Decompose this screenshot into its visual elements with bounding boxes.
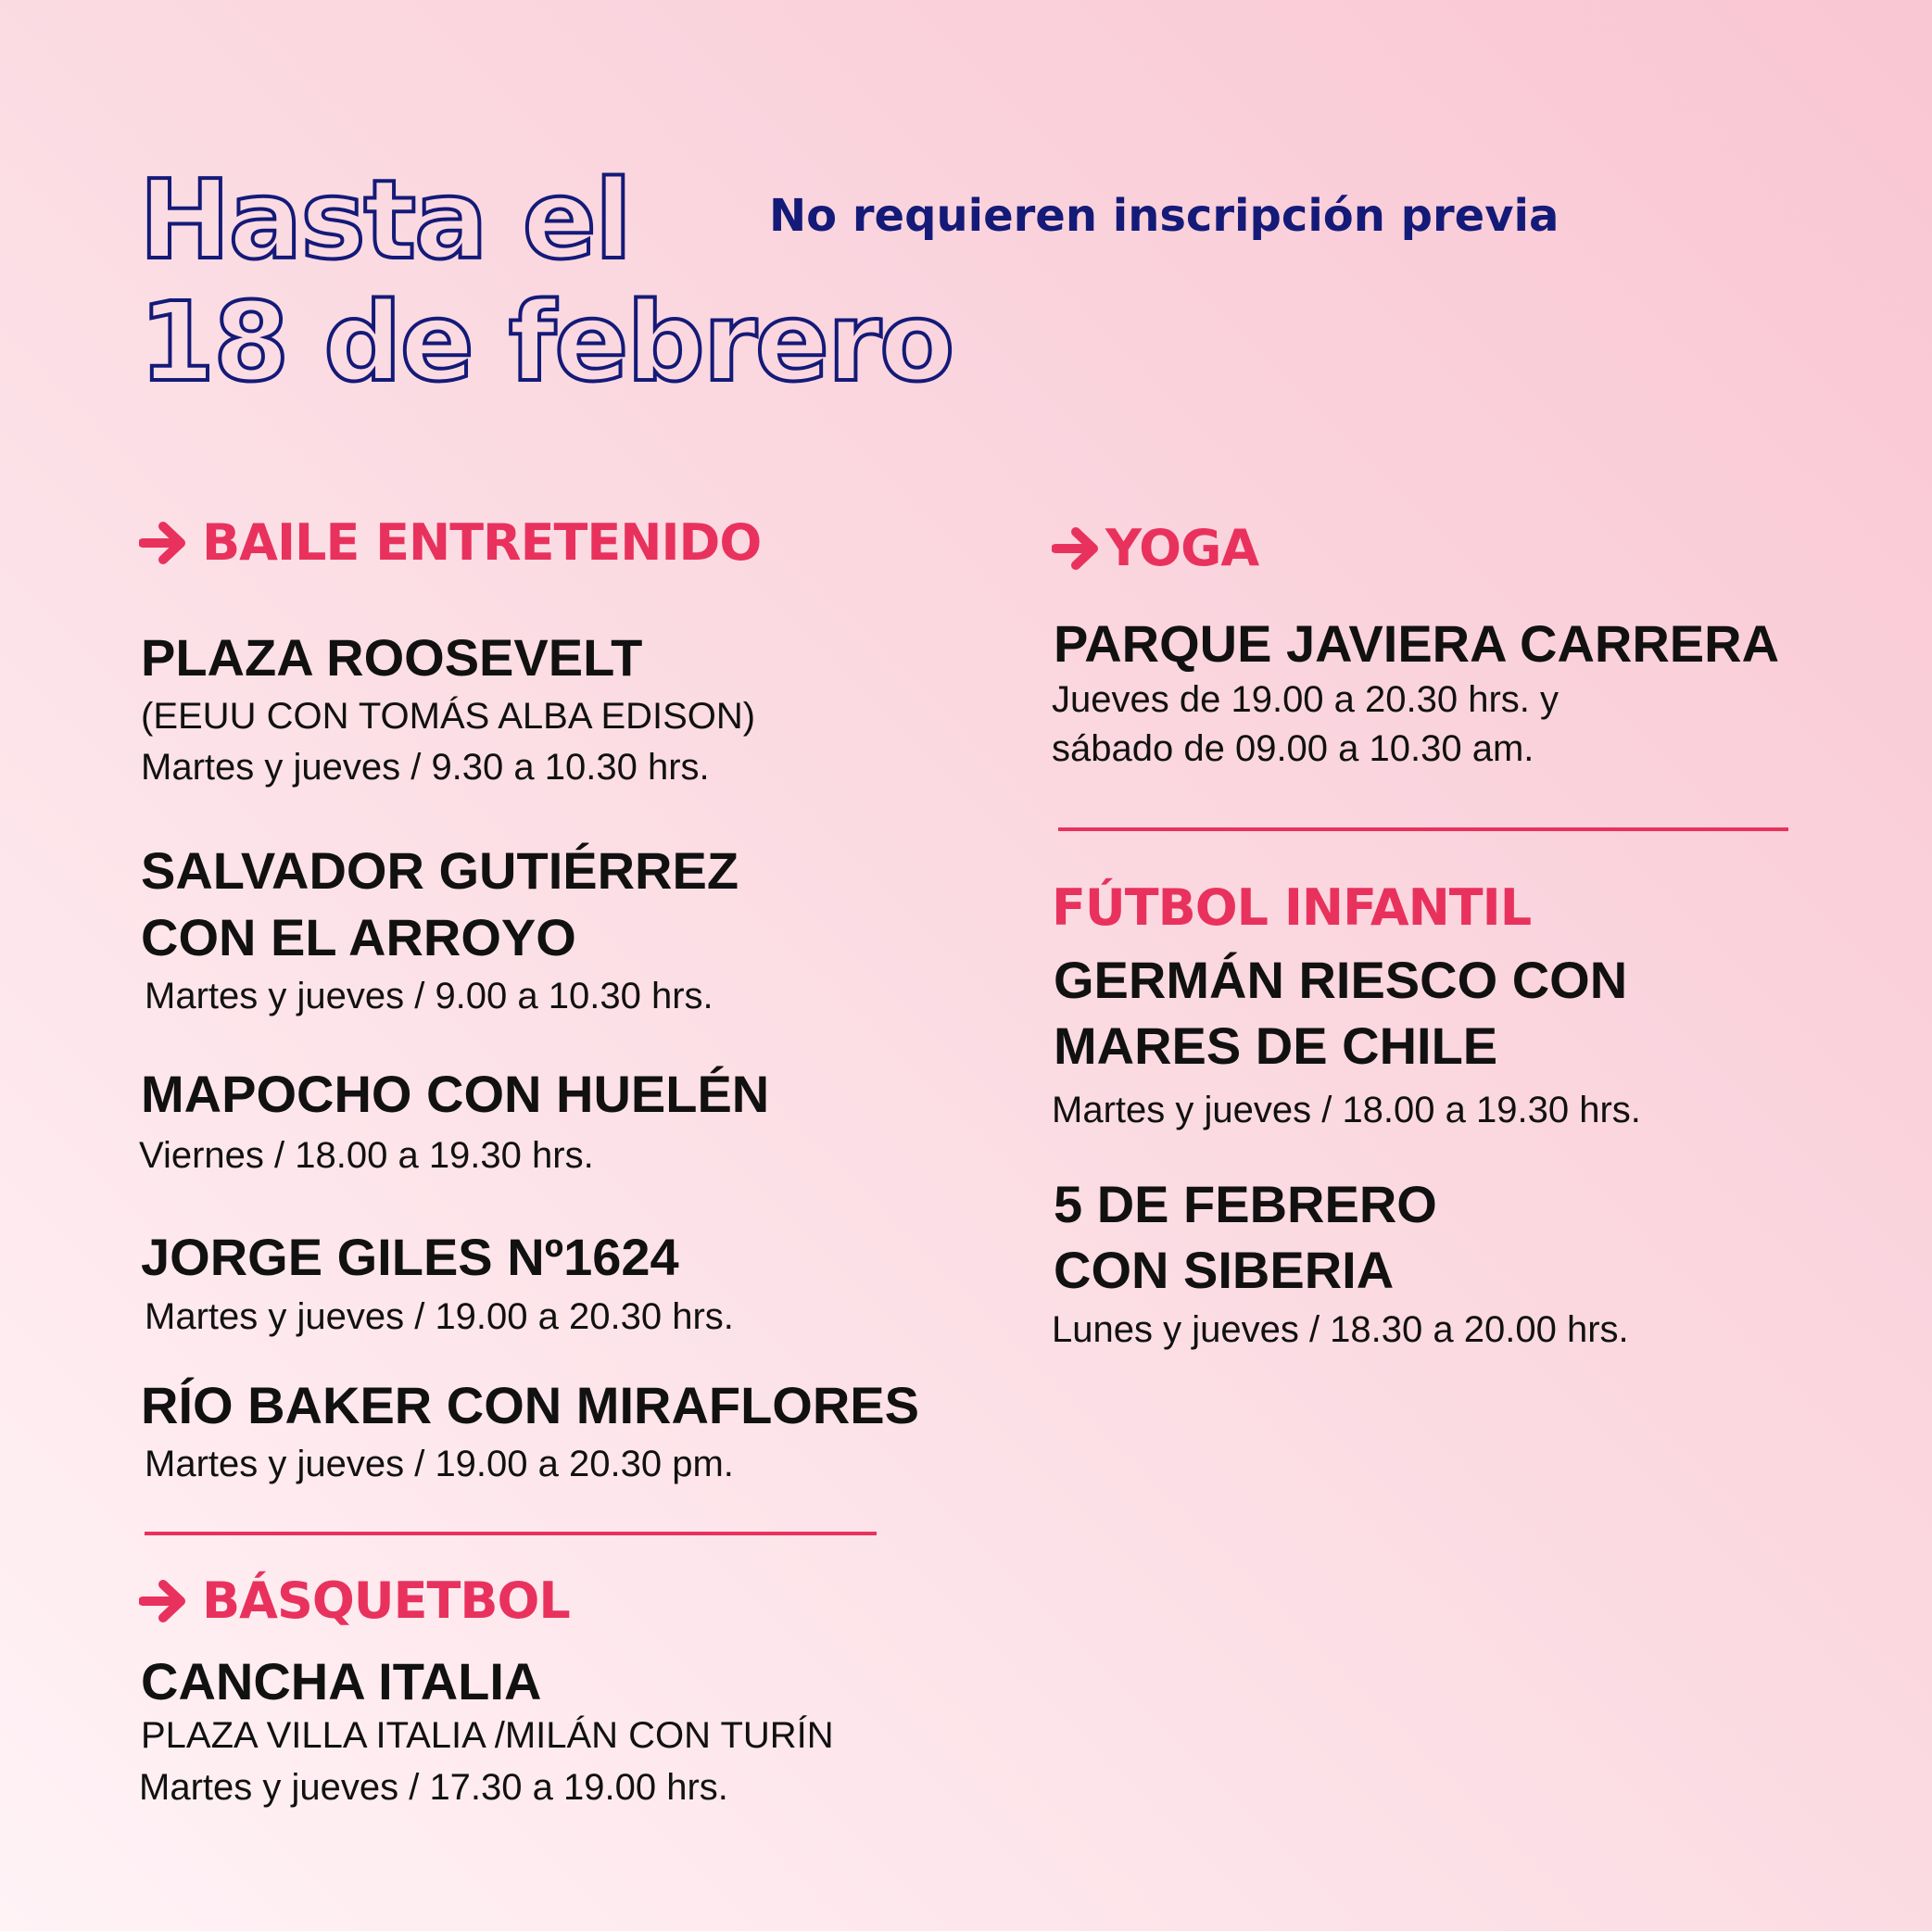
section-heading-baile bbox=[139, 513, 761, 572]
arrow-right-icon bbox=[1052, 525, 1102, 572]
location-schedule: Martes y jueves / 18.00 a 19.30 hrs. bbox=[1052, 1090, 1641, 1130]
location-name: PLAZA ROOSEVELT bbox=[141, 628, 643, 687]
location-name: JORGE GILES Nº1624 bbox=[141, 1228, 679, 1286]
location-schedule: Martes y jueves / 9.00 a 10.30 hrs. bbox=[145, 976, 713, 1016]
location-schedule: Martes y jueves / 9.30 a 10.30 hrs. bbox=[141, 747, 710, 788]
location-name: MARES DE CHILE bbox=[1054, 1016, 1498, 1075]
location-name: MAPOCHO CON HUELÉN bbox=[141, 1065, 770, 1123]
no-registration-tagline: No requieren inscripción previa bbox=[769, 190, 1559, 242]
location-name: GERMÁN RIESCO CON bbox=[1054, 951, 1628, 1009]
section-heading-label: BAILE ENTRETENIDO bbox=[202, 513, 762, 572]
location-schedule: Lunes y jueves / 18.30 a 20.00 hrs. bbox=[1052, 1309, 1629, 1350]
section-heading-label: FÚTBOL INFANTIL bbox=[1052, 878, 1532, 937]
section-heading-label: BÁSQUETBOL bbox=[202, 1571, 570, 1630]
section-divider bbox=[1058, 827, 1788, 831]
arrow-right-icon bbox=[139, 1578, 189, 1624]
location-schedule: Viernes / 18.00 a 19.30 hrs. bbox=[139, 1135, 594, 1176]
location-schedule: Martes y jueves / 17.30 a 19.00 hrs. bbox=[139, 1767, 728, 1808]
location-name: SALVADOR GUTIÉRREZ bbox=[141, 841, 739, 900]
page-title-line1: Hasta el bbox=[139, 156, 631, 284]
section-heading-label: YOGA bbox=[1105, 519, 1259, 577]
location-schedule: Jueves de 19.00 a 20.30 hrs. y bbox=[1052, 679, 1559, 720]
location-name: CON EL ARROYO bbox=[141, 908, 576, 966]
location-name: CANCHA ITALIA bbox=[141, 1652, 542, 1710]
location-name: PARQUE JAVIERA CARRERA bbox=[1054, 614, 1780, 673]
section-heading-futbol bbox=[1052, 878, 1531, 937]
location-address: (EEUU CON TOMÁS ALBA EDISON) bbox=[141, 696, 756, 737]
location-address: PLAZA VILLA ITALIA /MILÁN CON TURÍN bbox=[141, 1715, 834, 1756]
location-name: RÍO BAKER CON MIRAFLORES bbox=[141, 1376, 919, 1434]
section-heading-yoga bbox=[1052, 519, 1258, 577]
location-name: CON SIBERIA bbox=[1054, 1241, 1395, 1299]
location-name: 5 DE FEBRERO bbox=[1054, 1175, 1437, 1233]
arrow-right-icon bbox=[139, 520, 189, 566]
section-divider bbox=[145, 1532, 877, 1535]
page-title-line2: 18 de febrero bbox=[139, 278, 953, 406]
location-schedule: Martes y jueves / 19.00 a 20.30 hrs. bbox=[145, 1296, 734, 1337]
location-schedule: sábado de 09.00 a 10.30 am. bbox=[1052, 728, 1534, 769]
location-schedule: Martes y jueves / 19.00 a 20.30 pm. bbox=[145, 1444, 734, 1484]
section-heading-basquetbol bbox=[139, 1571, 570, 1630]
